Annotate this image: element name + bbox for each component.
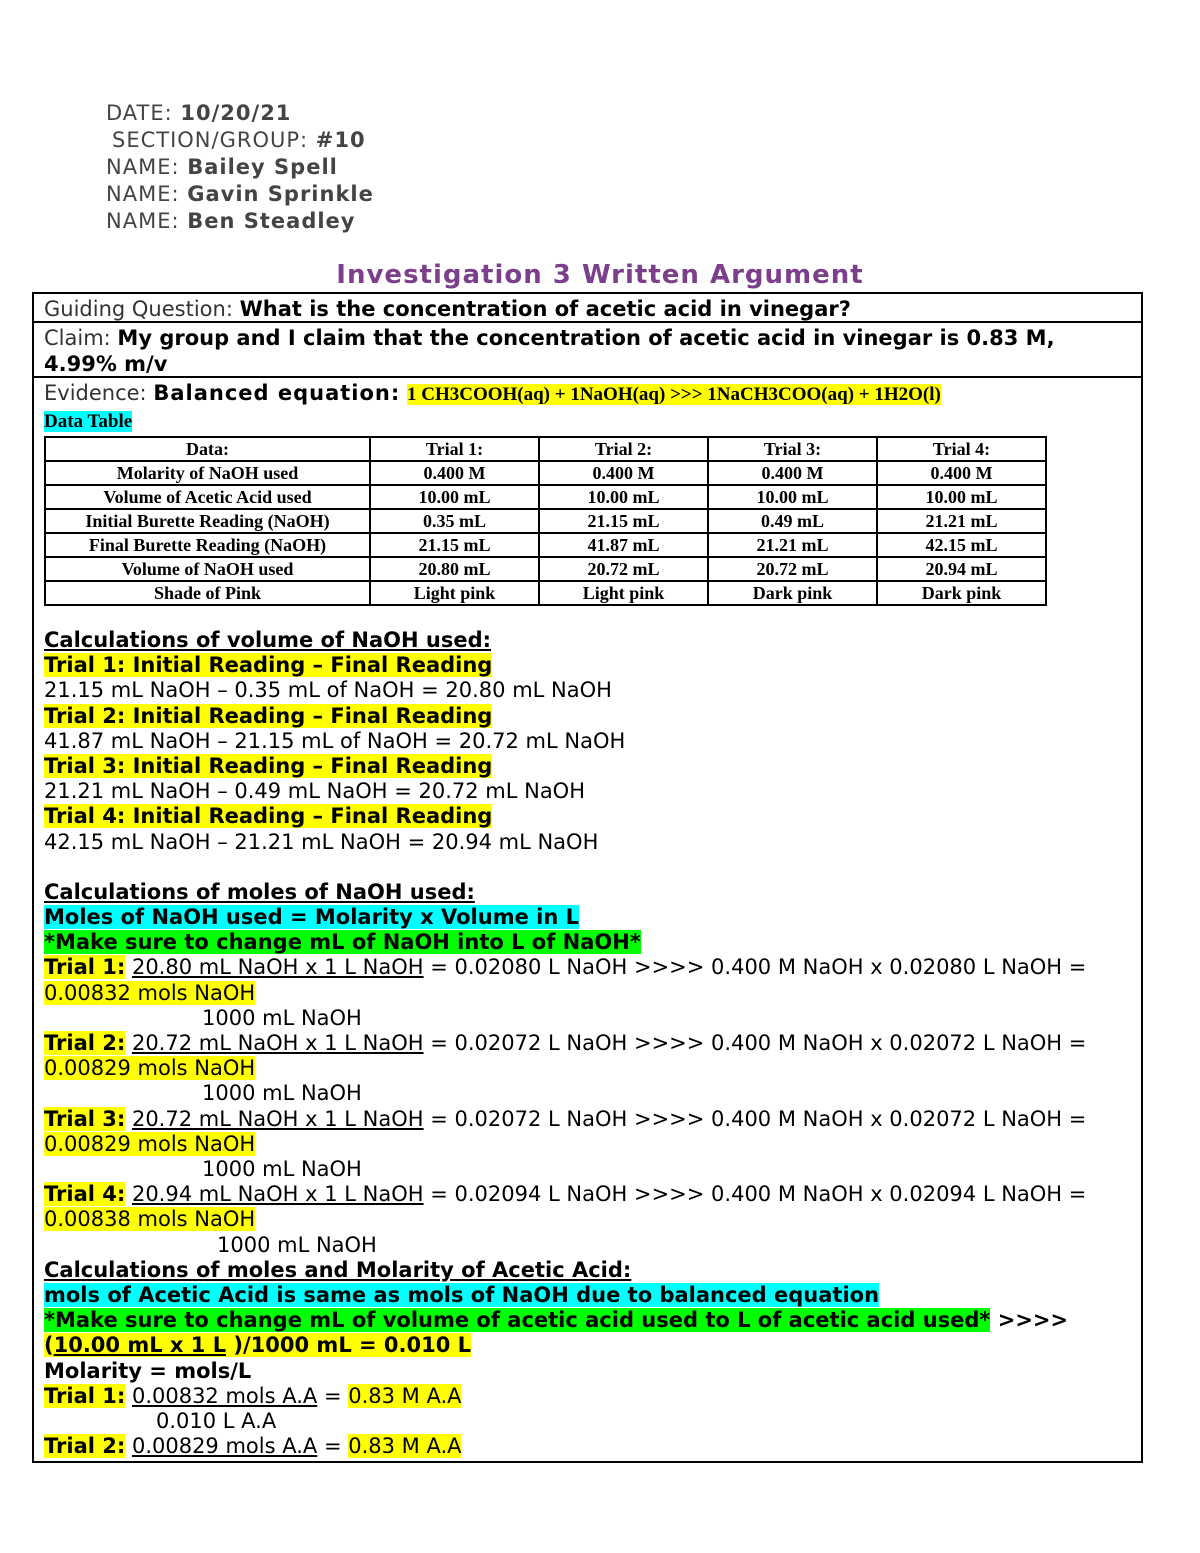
table-cell: 41.87 mL: [539, 533, 708, 557]
name-line-1: [106, 154, 374, 181]
moles-trial-denominator: 1000 mL NaOH: [202, 1157, 362, 1182]
acid-trial1-denominator: 0.010 L A.A: [156, 1409, 277, 1434]
table-cell: 21.15 mL: [370, 533, 539, 557]
table-cell: 10.00 mL: [370, 485, 539, 509]
claim-box: [32, 321, 1143, 378]
moles-calc-heading: Calculations of moles of NaOH used:: [44, 879, 475, 904]
equation-label: Balanced equation:: [153, 381, 401, 405]
moles-trial-denominator: 1000 mL NaOH: [217, 1232, 377, 1257]
name-value: Gavin Sprinkle: [187, 182, 374, 206]
moles-trial-fraction: 20.94 mL NaOH x 1 L NaOH: [131, 1182, 424, 1207]
moles-trial-result: 0.00829 mols NaOH: [44, 1131, 256, 1156]
name-label: NAME:: [106, 155, 180, 179]
table-cell: Light pink: [539, 581, 708, 605]
moles-trial-fraction: 20.72 mL NaOH x 1 L NaOH: [131, 1031, 424, 1056]
section-line: [106, 127, 374, 154]
table-row: [45, 533, 1046, 557]
table-cell: 0.49 mL: [708, 509, 877, 533]
table-cell: 42.15 mL: [877, 533, 1046, 557]
table-cell: 20.80 mL: [370, 557, 539, 581]
moles-trial-label: Trial 1:: [44, 955, 126, 980]
moles-trial-rest: = 0.02094 L NaOH >>>> 0.400 M NaOH x 0.02094 L NaOH =: [423, 1182, 1087, 1207]
volume-trial-calc: 41.87 mL NaOH – 21.15 mL of NaOH = 20.72 mL NaOH: [44, 728, 626, 753]
claim-text: My group and I claim that the concentration of acetic acid in vinegar is 0.83 M, 4.99% m/v: [44, 326, 1055, 376]
date-value: 10/20/21: [180, 101, 292, 125]
moles-formula-line: [44, 905, 1131, 930]
moles-trial-denominator: 1000 mL NaOH: [202, 1081, 362, 1106]
volume-trial-heading: Trial 2: Initial Reading – Final Reading: [44, 703, 493, 728]
name-line-2: [106, 181, 374, 208]
moles-trial-label: Trial 3:: [44, 1106, 126, 1131]
moles-trial-rest: = 0.02080 L NaOH >>>> 0.400 M NaOH x 0.02080 L NaOH =: [423, 955, 1087, 980]
acid-trial1-fraction: 0.00832 mols A.A: [131, 1383, 318, 1408]
table-row: [45, 461, 1046, 485]
volume-trial-heading-line: [44, 804, 1131, 829]
table-header-cell: Data:: [45, 437, 370, 461]
table-header-row: [45, 437, 1046, 461]
conv-fraction: 10.00 mL x 1 L: [53, 1333, 227, 1358]
moles-trial-line: [44, 1182, 1131, 1207]
table-cell: 0.400 M: [877, 461, 1046, 485]
moles-trial-fraction: 20.72 mL NaOH x 1 L NaOH: [131, 1106, 424, 1131]
conv-open: (: [44, 1333, 54, 1358]
table-cell: Light pink: [370, 581, 539, 605]
volume-trial-heading: Trial 3: Initial Reading – Final Reading: [44, 754, 493, 779]
acid-arrows: >>>>: [990, 1308, 1069, 1333]
acid-note1-line: [44, 1283, 1131, 1308]
moles-trial-result: 0.00838 mols NaOH: [44, 1207, 256, 1232]
acid-trial2-result: 0.83 M A.A: [348, 1434, 462, 1459]
moles-note-line: [44, 930, 1131, 955]
table-cell: Volume of Acetic Acid used: [45, 485, 370, 509]
volume-trial-calc: 21.15 mL NaOH – 0.35 mL of NaOH = 20.80 mL NaOH: [44, 678, 612, 703]
date-label: DATE:: [106, 101, 173, 125]
name-line-3: [106, 208, 374, 235]
table-cell: 20.72 mL: [708, 557, 877, 581]
volume-trial-calc: 42.15 mL NaOH – 21.21 mL NaOH = 20.94 mL NaOH: [44, 829, 599, 854]
guiding-label: Guiding Question:: [44, 297, 233, 321]
table-cell: Dark pink: [877, 581, 1046, 605]
guiding-text: What is the concentration of acetic acid in vinegar?: [239, 297, 851, 321]
table-cell: 10.00 mL: [539, 485, 708, 509]
table-cell: 21.21 mL: [708, 533, 877, 557]
volume-trial-heading-line: [44, 653, 1131, 678]
moles-trial-fraction: 20.80 mL NaOH x 1 L NaOH: [131, 955, 424, 980]
table-cell: 0.400 M: [539, 461, 708, 485]
molarity-formula: Molarity = mols/L: [44, 1358, 252, 1383]
moles-trial-rest: = 0.02072 L NaOH >>>> 0.400 M NaOH x 0.02072 L NaOH =: [423, 1031, 1087, 1056]
acid-note2-line: [44, 1308, 1131, 1333]
moles-trial-result-line: [44, 1056, 1131, 1081]
table-cell: 0.400 M: [708, 461, 877, 485]
page-title: Investigation 3 Written Argument: [336, 260, 864, 290]
table-cell: Molarity of NaOH used: [45, 461, 370, 485]
volume-trial-calc: 21.21 mL NaOH – 0.49 mL NaOH = 20.72 mL NaOH: [44, 779, 586, 804]
acid-trial1-line: [44, 1384, 1131, 1409]
name-label: NAME:: [106, 182, 180, 206]
acid-note1: mols of Acetic Acid is same as mols of NaOH due to balanced equation: [44, 1283, 880, 1308]
claim-label: Claim:: [44, 326, 111, 350]
moles-trial-result-line: [44, 1207, 1131, 1232]
volume-trial-heading-line: [44, 704, 1131, 729]
table-cell: 20.72 mL: [539, 557, 708, 581]
table-cell: Final Burette Reading (NaOH): [45, 533, 370, 557]
section-label: SECTION/GROUP:: [112, 128, 309, 152]
guiding-question-box: [32, 292, 1143, 323]
conversion-line: [44, 1333, 1131, 1358]
evidence-label: Evidence:: [44, 381, 147, 405]
moles-trial-denominator: 1000 mL NaOH: [202, 1005, 362, 1030]
acid-calc-heading: Calculations of moles and Molarity of Acetic Acid:: [44, 1257, 632, 1282]
data-table-label: Data Table: [44, 411, 133, 432]
moles-trial-label: Trial 4:: [44, 1182, 126, 1207]
moles-trial-result-line: [44, 1132, 1131, 1157]
date-line: [106, 100, 374, 127]
volume-trial-heading: Trial 4: Initial Reading – Final Reading: [44, 804, 493, 829]
conv-rest: )/1000 mL = 0.010 L: [226, 1333, 472, 1358]
volume-trial-heading-line: [44, 754, 1131, 779]
acid-note2: *Make sure to change mL of volume of acetic acid used to L of acetic acid used*: [44, 1308, 991, 1333]
table-cell: Shade of Pink: [45, 581, 370, 605]
table-cell: 21.21 mL: [877, 509, 1046, 533]
moles-trial-label: Trial 2:: [44, 1031, 126, 1056]
table-cell: 10.00 mL: [877, 485, 1046, 509]
data-table: [44, 436, 1047, 606]
moles-trial-rest: = 0.02072 L NaOH >>>> 0.400 M NaOH x 0.02072 L NaOH =: [423, 1106, 1087, 1131]
acid-trial2-equals: =: [317, 1434, 349, 1459]
table-row: [45, 509, 1046, 533]
acid-trial2-line: [44, 1434, 1131, 1459]
acid-trial2-label: Trial 2:: [44, 1434, 126, 1459]
table-cell: Initial Burette Reading (NaOH): [45, 509, 370, 533]
table-row: [45, 485, 1046, 509]
section-value: #10: [315, 128, 366, 152]
acid-trial1-equals: =: [317, 1383, 349, 1408]
table-row: [45, 557, 1046, 581]
moles-trial-result: 0.00829 mols NaOH: [44, 1056, 256, 1081]
table-header-cell: Trial 4:: [877, 437, 1046, 461]
table-cell: 21.15 mL: [539, 509, 708, 533]
evidence-line: [44, 380, 1131, 408]
table-row: [45, 581, 1046, 605]
name-value: Ben Steadley: [187, 209, 356, 233]
name-label: NAME:: [106, 209, 180, 233]
table-cell: Dark pink: [708, 581, 877, 605]
volume-trial-heading: Trial 1: Initial Reading – Final Reading: [44, 653, 493, 678]
moles-trial-line: [44, 1107, 1131, 1132]
moles-formula: Moles of NaOH used = Molarity x Volume in L: [44, 905, 579, 930]
table-cell: 0.400 M: [370, 461, 539, 485]
acid-trial1-label: Trial 1:: [44, 1383, 126, 1408]
moles-note: *Make sure to change mL of NaOH into L of NaOH*: [44, 930, 641, 955]
data-table-label-line: [44, 408, 1131, 434]
evidence-box: [32, 376, 1143, 1463]
moles-trial-line: [44, 955, 1131, 980]
table-cell: Volume of NaOH used: [45, 557, 370, 581]
moles-trial-result: 0.00832 mols NaOH: [44, 980, 256, 1005]
table-cell: 0.35 mL: [370, 509, 539, 533]
volume-calc-heading: Calculations of volume of NaOH used:: [44, 628, 492, 652]
moles-trial-line: [44, 1031, 1131, 1056]
table-header-cell: Trial 2:: [539, 437, 708, 461]
header-block: [106, 100, 374, 235]
table-cell: 20.94 mL: [877, 557, 1046, 581]
table-header-cell: Trial 1:: [370, 437, 539, 461]
acid-trial2-fraction: 0.00829 mols A.A: [131, 1434, 318, 1459]
acid-trial1-result: 0.83 M A.A: [348, 1383, 462, 1408]
name-value: Bailey Spell: [187, 155, 338, 179]
balanced-equation: 1 CH3COOH(aq) + 1NaOH(aq) >>> 1NaCH3COO(aq) + 1H2O(l): [406, 384, 941, 405]
table-header-cell: Trial 3:: [708, 437, 877, 461]
table-cell: 10.00 mL: [708, 485, 877, 509]
moles-trial-result-line: [44, 981, 1131, 1006]
